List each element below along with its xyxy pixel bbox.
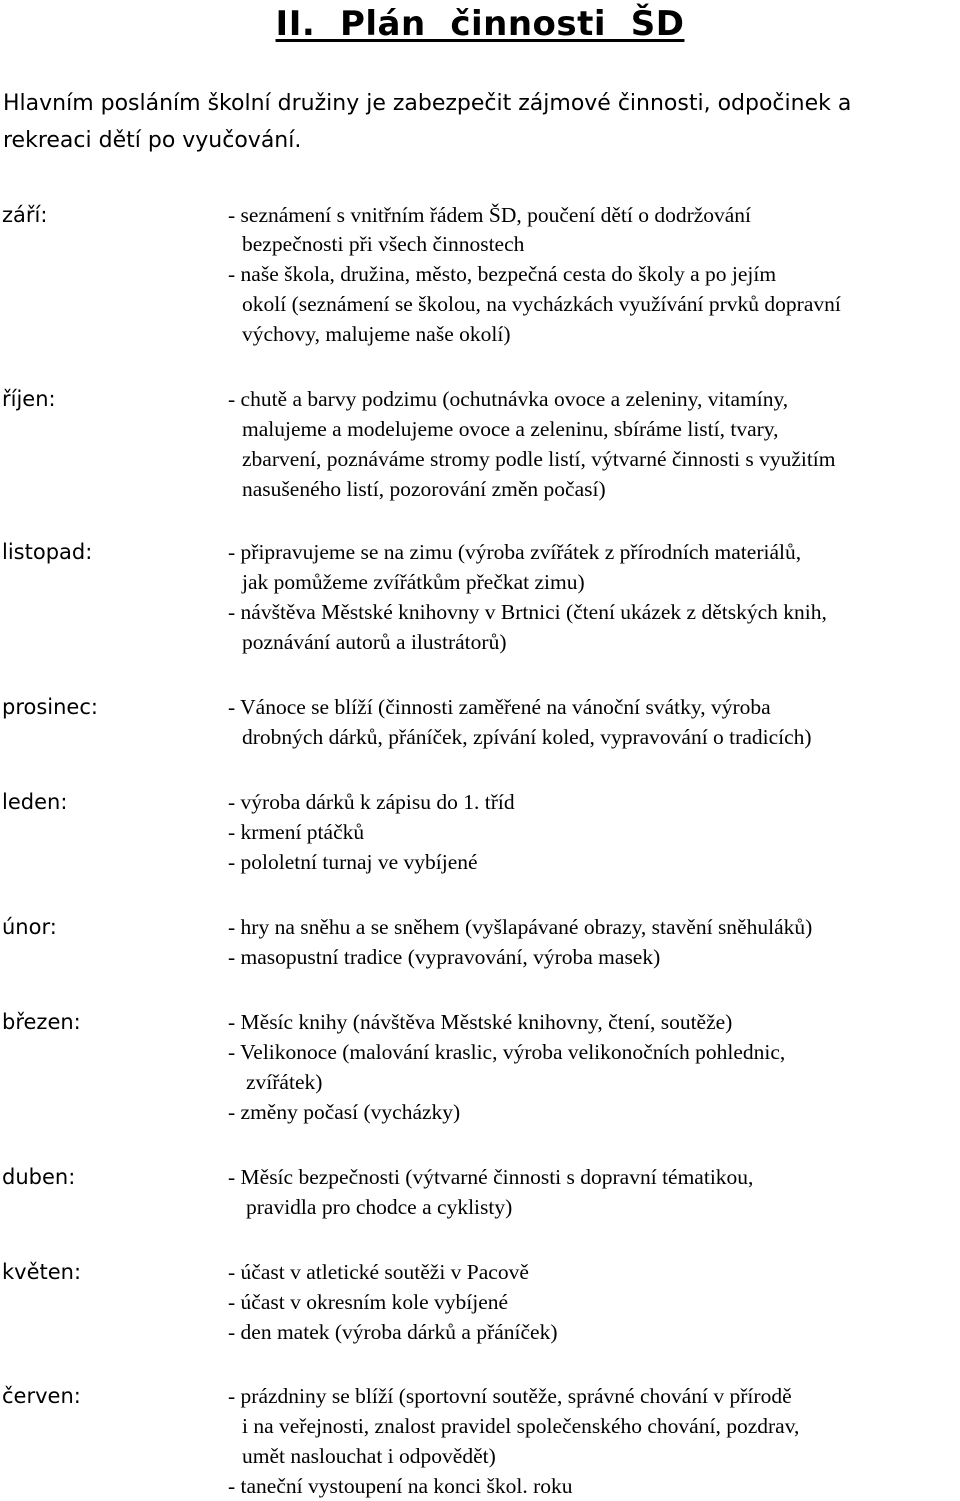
- month-label-kveten: květen:: [2, 1260, 82, 1284]
- activity-line: - návštěva Městské knihovny v Brtnici (čtení ukázek z dětských knih,: [228, 600, 827, 624]
- activity-line: - krmení ptáčků: [228, 820, 365, 844]
- activity-line: - výroba dárků k zápisu do 1. tříd: [228, 790, 515, 814]
- activity-line: - prázdniny se blíží (sportovní soutěže, správné chování v přírodě: [228, 1384, 792, 1408]
- activity-line: - seznámení s vnitřním řádem ŠD, poučení dětí o dodržování: [228, 203, 752, 227]
- page-title: [0, 4, 960, 44]
- intro-line-1: Hlavním posláním školní družiny je zabezpečit zájmové činnosti, odpočinek a: [3, 91, 852, 116]
- activity-line: drobných dárků, přáníček, zpívání koled, vypravování o tradicích): [242, 725, 812, 749]
- activity-line: - masopustní tradice (vypravování, výroba masek): [228, 945, 661, 969]
- activity-line: pravidla pro chodce a cyklisty): [246, 1195, 513, 1219]
- activity-line: - Měsíc bezpečnosti (výtvarné činnosti s dopravní tématikou,: [228, 1165, 754, 1189]
- activity-line: - Velikonoce (malování kraslic, výroba velikonočních pohlednic,: [228, 1040, 786, 1064]
- activity-line: - účast v atletické soutěži v Pacově: [228, 1260, 529, 1284]
- activity-line: okolí (seznámení se školou, na vycházkách využívání prvků dopravní: [242, 292, 841, 316]
- intro-line-2: rekreaci dětí po vyučování.: [3, 128, 302, 153]
- activity-line: - taneční vystoupení na konci škol. roku: [228, 1474, 573, 1498]
- month-label-leden: leden:: [2, 790, 68, 814]
- activity-line: poznávání autorů a ilustrátorů): [242, 630, 507, 654]
- activity-line: zbarvení, poznáváme stromy podle listí, výtvarné činnosti s využitím: [242, 447, 836, 471]
- activity-line: - účast v okresním kole vybíjené: [228, 1290, 509, 1314]
- month-label-listopad: listopad:: [2, 540, 93, 564]
- activity-line: - pololetní turnaj ve vybíjené: [228, 850, 478, 874]
- activity-line: bezpečnosti při všech činnostech: [242, 232, 525, 256]
- activity-line: - chutě a barvy podzimu (ochutnávka ovoce a zeleniny, vitamíny,: [228, 387, 789, 411]
- month-label-brezen: březen:: [2, 1010, 81, 1034]
- activity-line: nasušeného listí, pozorování změn počasí): [242, 477, 606, 501]
- activity-line: umět naslouchat i odpovědět): [242, 1444, 496, 1468]
- activity-line: - Vánoce se blíží (činnosti zaměřené na vánoční svátky, výroba: [228, 695, 771, 719]
- month-label-cerven: červen:: [2, 1384, 81, 1408]
- activity-line: malujeme a modelujeme ovoce a zeleninu, sbíráme listí, tvary,: [242, 417, 779, 441]
- activity-line: výchovy, malujeme naše okolí): [242, 322, 511, 346]
- activity-line: - připravujeme se na zimu (výroba zvířátek z přírodních materiálů,: [228, 540, 802, 564]
- month-label-prosinec: prosinec:: [2, 695, 98, 719]
- month-label-unor: únor:: [2, 915, 57, 939]
- activity-line: - hry na sněhu a se sněhem (vyšlapávané obrazy, stavění sněhuláků): [228, 915, 813, 939]
- page-title-text: II. Plán činnosti ŠD: [275, 4, 685, 44]
- activity-line: - den matek (výroba dárků a přáníček): [228, 1320, 558, 1344]
- month-label-duben: duben:: [2, 1165, 76, 1189]
- activity-line: i na veřejnosti, znalost pravidel společenského chování, pozdrav,: [242, 1414, 800, 1438]
- activity-line: - změny počasí (vycházky): [228, 1100, 461, 1124]
- activity-line: - Měsíc knihy (návštěva Městské knihovny, čtení, soutěže): [228, 1010, 733, 1034]
- activity-line: zvířátek): [246, 1070, 323, 1094]
- activity-line: - naše škola, družina, město, bezpečná cesta do školy a po jejím: [228, 262, 777, 286]
- month-label-zari: září:: [2, 203, 48, 227]
- month-label-rijen: říjen:: [2, 387, 56, 411]
- activity-line: jak pomůžeme zvířátkům přečkat zimu): [242, 570, 585, 594]
